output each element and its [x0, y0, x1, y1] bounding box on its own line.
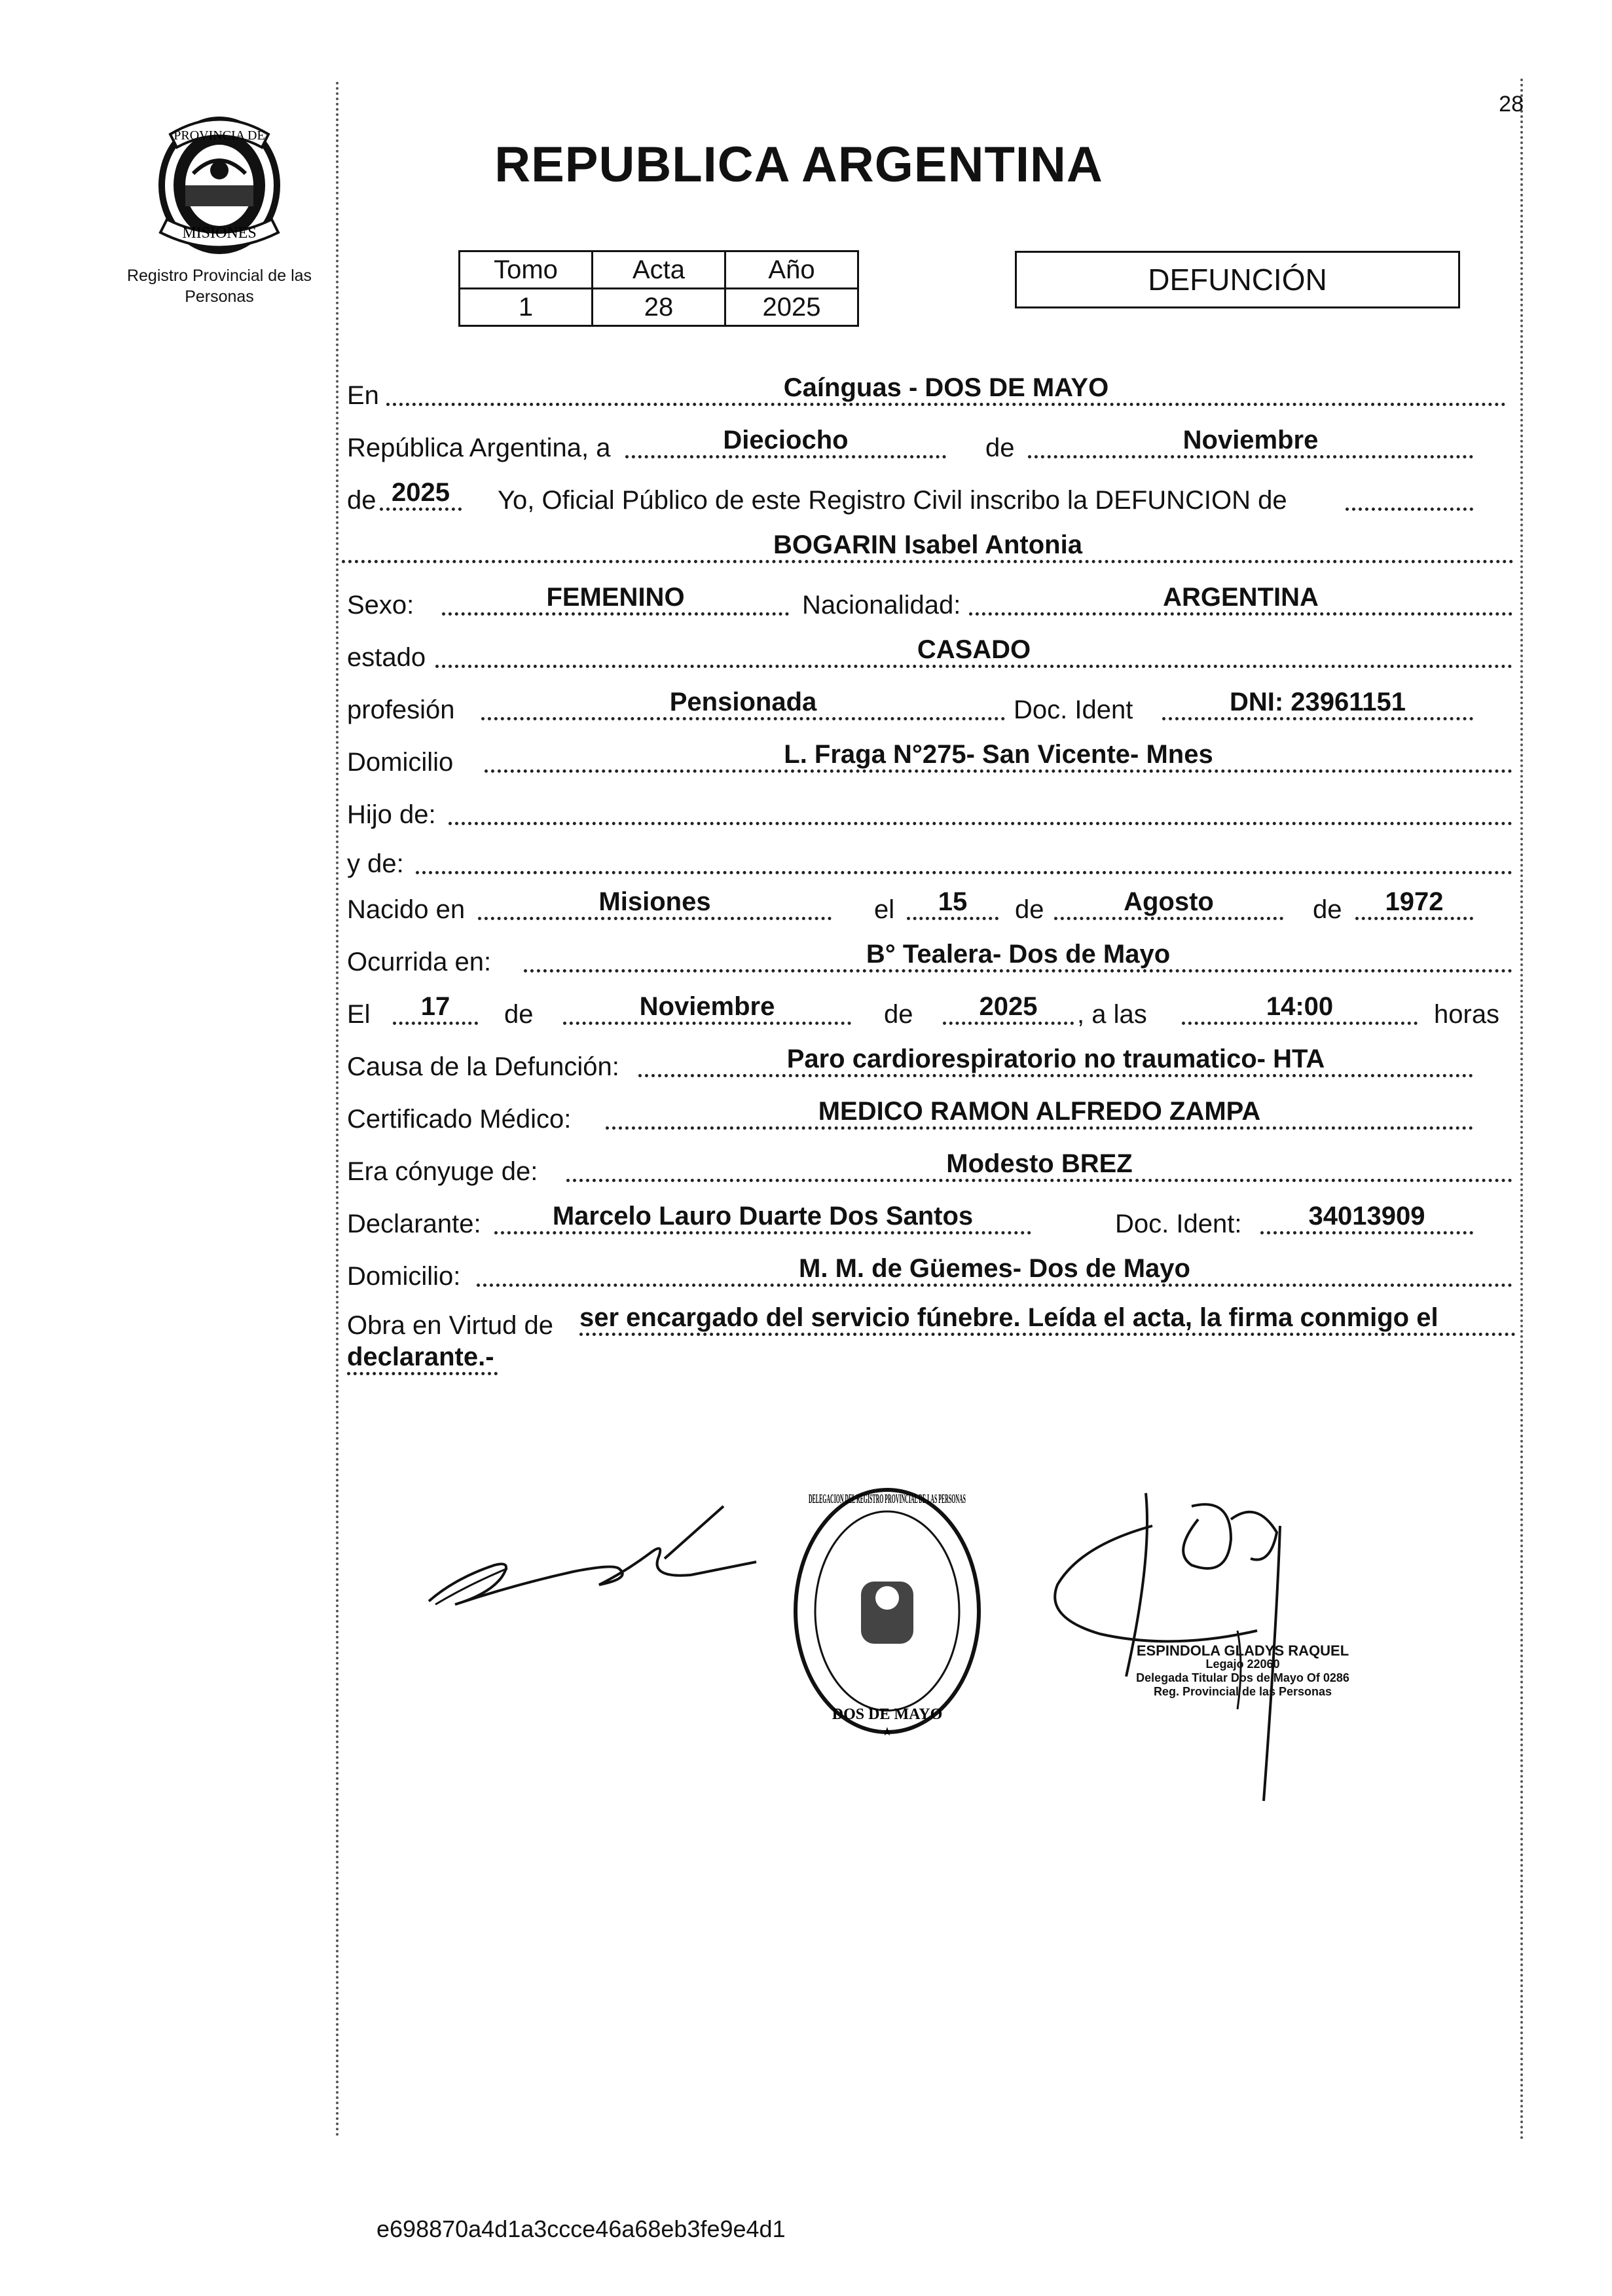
declarant-address-value: M. M. de Güemes- Dos de Mayo — [477, 1254, 1512, 1287]
anio-header: Año — [725, 251, 858, 289]
label-y-de: y de: — [347, 849, 404, 878]
obra-line-1: ser encargado del servicio fúnebre. Leída el acta, la firma conmigo el — [579, 1303, 1516, 1336]
address-value: L. Fraga N°275- San Vicente- Mnes — [485, 740, 1512, 773]
label-obra: Obra en Virtud de — [347, 1311, 554, 1340]
label-nacido-en: Nacido en — [347, 895, 466, 924]
label-de-2: de — [347, 486, 376, 515]
label-de-5: de — [504, 1000, 534, 1029]
medical-certificate-value: MEDICO RAMON ALFREDO ZAMPA — [606, 1097, 1473, 1130]
label-de-3: de — [1015, 895, 1044, 924]
svg-text:DOS DE MAYO: DOS DE MAYO — [832, 1706, 943, 1723]
label-en: En — [347, 381, 379, 410]
declarant-name-value: Marcelo Lauro Duarte Dos Santos — [494, 1202, 1031, 1234]
birth-day-value: 15 — [907, 887, 998, 920]
death-year-value: 2025 — [943, 992, 1074, 1025]
label-de-1: de — [985, 434, 1015, 462]
label-conyuge: Era cónyuge de: — [347, 1157, 538, 1186]
label-certificado: Certificado Médico: — [347, 1105, 572, 1134]
birth-month-value: Agosto — [1054, 887, 1283, 920]
month-value: Noviembre — [1028, 426, 1473, 458]
page-number: 28 — [1499, 92, 1524, 117]
mother-value — [416, 842, 1512, 874]
label-el-cap: El — [347, 1000, 371, 1029]
father-value — [449, 792, 1512, 825]
label-declarante: Declarante: — [347, 1210, 481, 1238]
stamp-office: Reg. Provincial de las Personas — [1153, 1685, 1332, 1698]
stamp-legajo: Legajo 22060 — [1205, 1657, 1280, 1671]
tomo-value: 1 — [460, 289, 593, 326]
document-title: REPUBLICA ARGENTINA — [494, 137, 1103, 193]
official-signature — [1041, 1460, 1408, 1814]
tomo-header: Tomo — [460, 251, 593, 289]
label-causa: Causa de la Defunción: — [347, 1052, 619, 1081]
nationality-value: ARGENTINA — [969, 583, 1512, 616]
declarant-document-value: 34013909 — [1260, 1202, 1473, 1234]
birthplace-value: Misiones — [478, 887, 832, 920]
marital-status-value: CASADO — [435, 635, 1512, 668]
label-nacionalidad: Nacionalidad: — [802, 591, 961, 620]
label-doc-ident-2: Doc. Ident: — [1115, 1210, 1242, 1238]
spouse-value: Modesto BREZ — [566, 1149, 1512, 1182]
svg-text:MISIONES: MISIONES — [182, 225, 257, 242]
death-month-value: Noviembre — [563, 992, 851, 1025]
organization-name: Registro Provincial de las Personas — [126, 267, 312, 306]
label-republica: República Argentina, a — [347, 434, 611, 462]
death-day-value: 17 — [393, 992, 478, 1025]
record-type-box: DEFUNCIÓN — [1015, 251, 1460, 308]
right-margin-line — [1520, 79, 1523, 2141]
anio-value: 2025 — [725, 289, 858, 326]
cause-of-death-value: Paro cardiorespiratorio no traumatico- HTA — [638, 1045, 1473, 1077]
province-crest-logo — [131, 108, 308, 259]
document-value: DNI: 23961151 — [1162, 688, 1473, 720]
label-doc-ident: Doc. Ident — [1014, 695, 1133, 724]
year-value: 2025 — [380, 478, 462, 511]
death-time-value: 14:00 — [1182, 992, 1418, 1025]
label-yo: Yo, Oficial Público de este Registro Civil inscribo la DEFUNCION de — [498, 486, 1287, 515]
acta-header: Acta — [593, 251, 725, 289]
label-ocurrida: Ocurrida en: — [347, 948, 492, 976]
svg-text:DELEGACION DEL REGISTRO PROVIN: DELEGACION DEL REGISTRO PROVINCIAL DE LAS PERSONAS — [809, 1492, 966, 1506]
death-place-value: B° Tealera- Dos de Mayo — [524, 940, 1512, 972]
svg-text:PROVINCIA DE: PROVINCIA DE — [174, 128, 265, 143]
stamp-role: Delegada Titular Dos de Mayo Of 0286 — [1136, 1671, 1349, 1684]
label-sexo: Sexo: — [347, 591, 414, 620]
yo-continuation — [1346, 478, 1473, 511]
obra-line-2: declarante.- — [347, 1342, 498, 1375]
label-horas: horas — [1434, 1000, 1500, 1029]
label-domicilio: Domicilio — [347, 748, 454, 777]
left-margin-line — [336, 82, 339, 2138]
registry-seal — [789, 1483, 985, 1739]
label-de-4: de — [1313, 895, 1342, 924]
official-stamp — [1102, 1644, 1383, 1699]
label-domicilio-2: Domicilio: — [347, 1262, 461, 1291]
svg-text:★: ★ — [881, 1725, 893, 1738]
label-a-las: , a las — [1077, 1000, 1147, 1029]
label-el: el — [874, 895, 895, 924]
deceased-name-value: BOGARIN Isabel Antonia — [342, 530, 1514, 563]
label-hijo-de: Hijo de: — [347, 800, 436, 829]
profession-value: Pensionada — [481, 688, 1005, 720]
day-words-value: Dieciocho — [625, 426, 946, 458]
declarant-signature — [416, 1487, 756, 1618]
place-value: Caínguas - DOS DE MAYO — [386, 373, 1506, 406]
label-profesion: profesión — [347, 695, 455, 724]
birth-year-value: 1972 — [1355, 887, 1473, 920]
sex-value: FEMENINO — [442, 583, 789, 616]
document-hash: e698870a4d1a3ccce46a68eb3fe9e4d1 — [376, 2215, 786, 2242]
acta-value: 28 — [593, 289, 725, 326]
stamp-name: ESPINDOLA GLADYS RAQUEL — [1136, 1642, 1349, 1659]
record-reference-table — [458, 250, 859, 327]
label-estado: estado — [347, 643, 426, 672]
label-de-6: de — [884, 1000, 913, 1029]
